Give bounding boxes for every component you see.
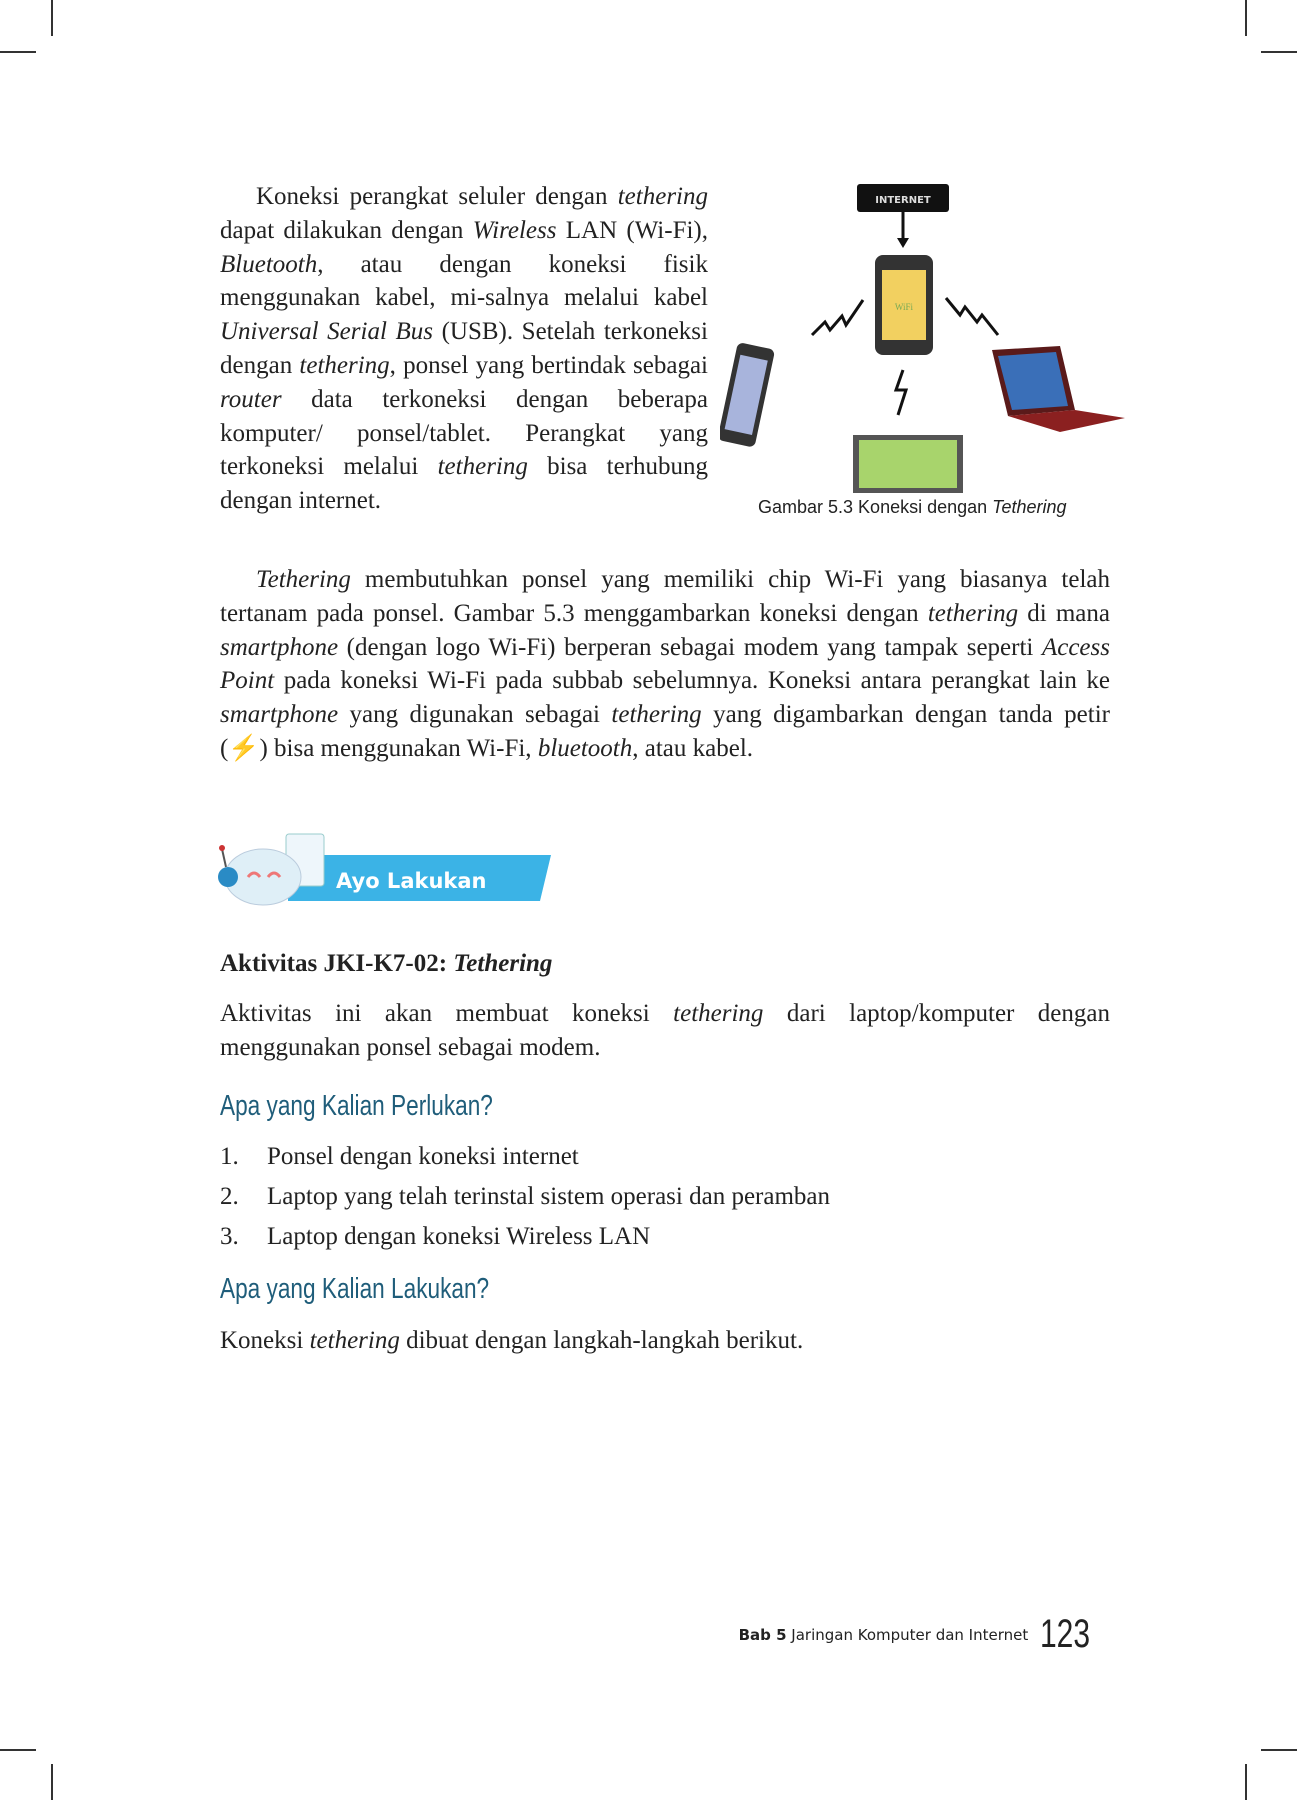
italic-term: bluetooth — [537, 734, 633, 762]
text-run: dibuat dengan langkah-langkah berikut. — [399, 1327, 804, 1354]
italic-term: router — [220, 385, 282, 413]
crop-mark — [51, 1764, 53, 1800]
list-number: 2. — [220, 1183, 239, 1210]
svg-text:WiFi: WiFi — [894, 302, 914, 312]
activity-code: Aktivitas JKI-K7-02: — [220, 950, 454, 977]
italic-term: Bluetooth — [220, 250, 318, 278]
list-item — [220, 1217, 830, 1257]
italic-term: tethering — [673, 1000, 764, 1027]
laptop-icon — [992, 346, 1125, 432]
crop-mark — [1261, 51, 1297, 53]
ayo-lakukan-banner — [218, 829, 558, 909]
italic-term: Access Point — [220, 633, 1110, 695]
crop-mark — [51, 0, 53, 36]
phone-icon — [720, 342, 775, 448]
paragraph-intro — [220, 180, 708, 518]
text-run: (dengan logo Wi-Fi) berperan sebagai modem yang tampak seperti — [338, 633, 1042, 661]
text-run: LAN (Wi-Fi), — [556, 216, 708, 244]
text-run: dari laptop/komputer dengan menggunakan ponsel sebagai modem. — [220, 1000, 1110, 1061]
heading-needs: Apa yang Kalian Perlukan? — [220, 1090, 493, 1122]
list-item — [220, 1177, 830, 1217]
caption-text: Gambar 5.3 Koneksi dengan — [758, 497, 993, 517]
text-run: Aktivitas ini akan membuat koneksi — [220, 1000, 674, 1027]
list-text: Laptop yang telah terinstal sistem operasi dan peramban — [267, 1183, 831, 1210]
crop-mark — [0, 51, 36, 53]
smartphone-router-icon — [875, 255, 933, 355]
crop-mark — [0, 1749, 36, 1751]
text-run: yang digunakan sebagai — [338, 701, 612, 729]
activity-name: Tethering — [453, 950, 553, 977]
italic-term: tethering — [309, 1327, 400, 1354]
italic-term: tethering — [617, 183, 708, 210]
crop-mark — [1261, 1749, 1297, 1751]
text-run: di mana — [1018, 599, 1110, 627]
list-text: Laptop dengan koneksi Wireless LAN — [267, 1223, 651, 1250]
text-run: , atau kabel. — [632, 734, 754, 762]
text-run: pada koneksi Wi-Fi pada subbab sebelumnya. Koneksi antara perangkat lain ke — [274, 667, 1110, 695]
caption-italic: Tethering — [992, 497, 1067, 517]
italic-term: smartphone — [220, 701, 339, 729]
crop-mark — [1245, 0, 1247, 36]
text-run: , ponsel yang bertindak sebagai — [389, 351, 708, 379]
text-run: Koneksi — [220, 1327, 310, 1354]
paragraph-tethering — [220, 563, 1110, 766]
italic-term: Universal Serial Bus — [220, 318, 433, 346]
tablet-icon — [853, 435, 963, 493]
page-number: 123 — [1040, 1612, 1091, 1656]
chapter-number: Bab 5 — [738, 1625, 787, 1644]
italic-term: tethering — [299, 351, 390, 379]
paragraph-activity — [220, 997, 1110, 1065]
text-run: membutuhkan ponsel yang memiliki chip Wi-Fi yang biasanya telah tertanam pada ponsel. Gambar 5.3 menggambarkan koneksi dengan — [220, 566, 1110, 627]
text-run: yang digambarkan dengan tanda petir (⚡) bisa menggunakan Wi-Fi, — [220, 701, 1110, 762]
activity-title — [220, 950, 552, 978]
list-text: Ponsel dengan koneksi internet — [267, 1143, 579, 1170]
list-number: 1. — [220, 1143, 239, 1170]
text-run: bisa terhubung dengan internet. — [220, 453, 708, 515]
figure-caption — [758, 497, 1067, 518]
heading-do: Apa yang Kalian Lakukan? — [220, 1273, 490, 1305]
needs-list — [220, 1137, 830, 1257]
crop-mark — [1245, 1764, 1247, 1800]
italic-term: tethering — [611, 701, 702, 729]
italic-term: Tethering — [256, 566, 351, 593]
text-run: (USB). Setelah terkoneksi dengan — [220, 318, 708, 379]
italic-term: tethering — [437, 453, 528, 481]
internet-label: INTERNET — [875, 195, 931, 206]
page-footer — [739, 1612, 1097, 1657]
text-run: , atau dengan koneksi fisik menggunakan kabel, mi-salnya melalui kabel — [220, 250, 708, 312]
chapter-title: Jaringan Komputer dan Internet — [791, 1625, 1029, 1644]
list-item — [220, 1137, 830, 1177]
list-number: 3. — [220, 1223, 239, 1250]
italic-term: tethering — [927, 599, 1019, 627]
banner-label: Ayo Lakukan — [336, 869, 487, 893]
text-run: data terkoneksi dengan beberapa komputer/ ponsel/tablet. Perangkat yang terkoneksi melalui — [220, 385, 708, 481]
paragraph-steps — [220, 1324, 1110, 1358]
italic-term: Wireless — [472, 216, 557, 244]
italic-term: smartphone — [220, 633, 339, 661]
chapter-label — [739, 1626, 1029, 1644]
tethering-figure — [720, 170, 1140, 495]
text-run: Koneksi perangkat seluler dengan — [256, 183, 618, 210]
text-run: dapat dilakukan dengan — [220, 216, 473, 244]
